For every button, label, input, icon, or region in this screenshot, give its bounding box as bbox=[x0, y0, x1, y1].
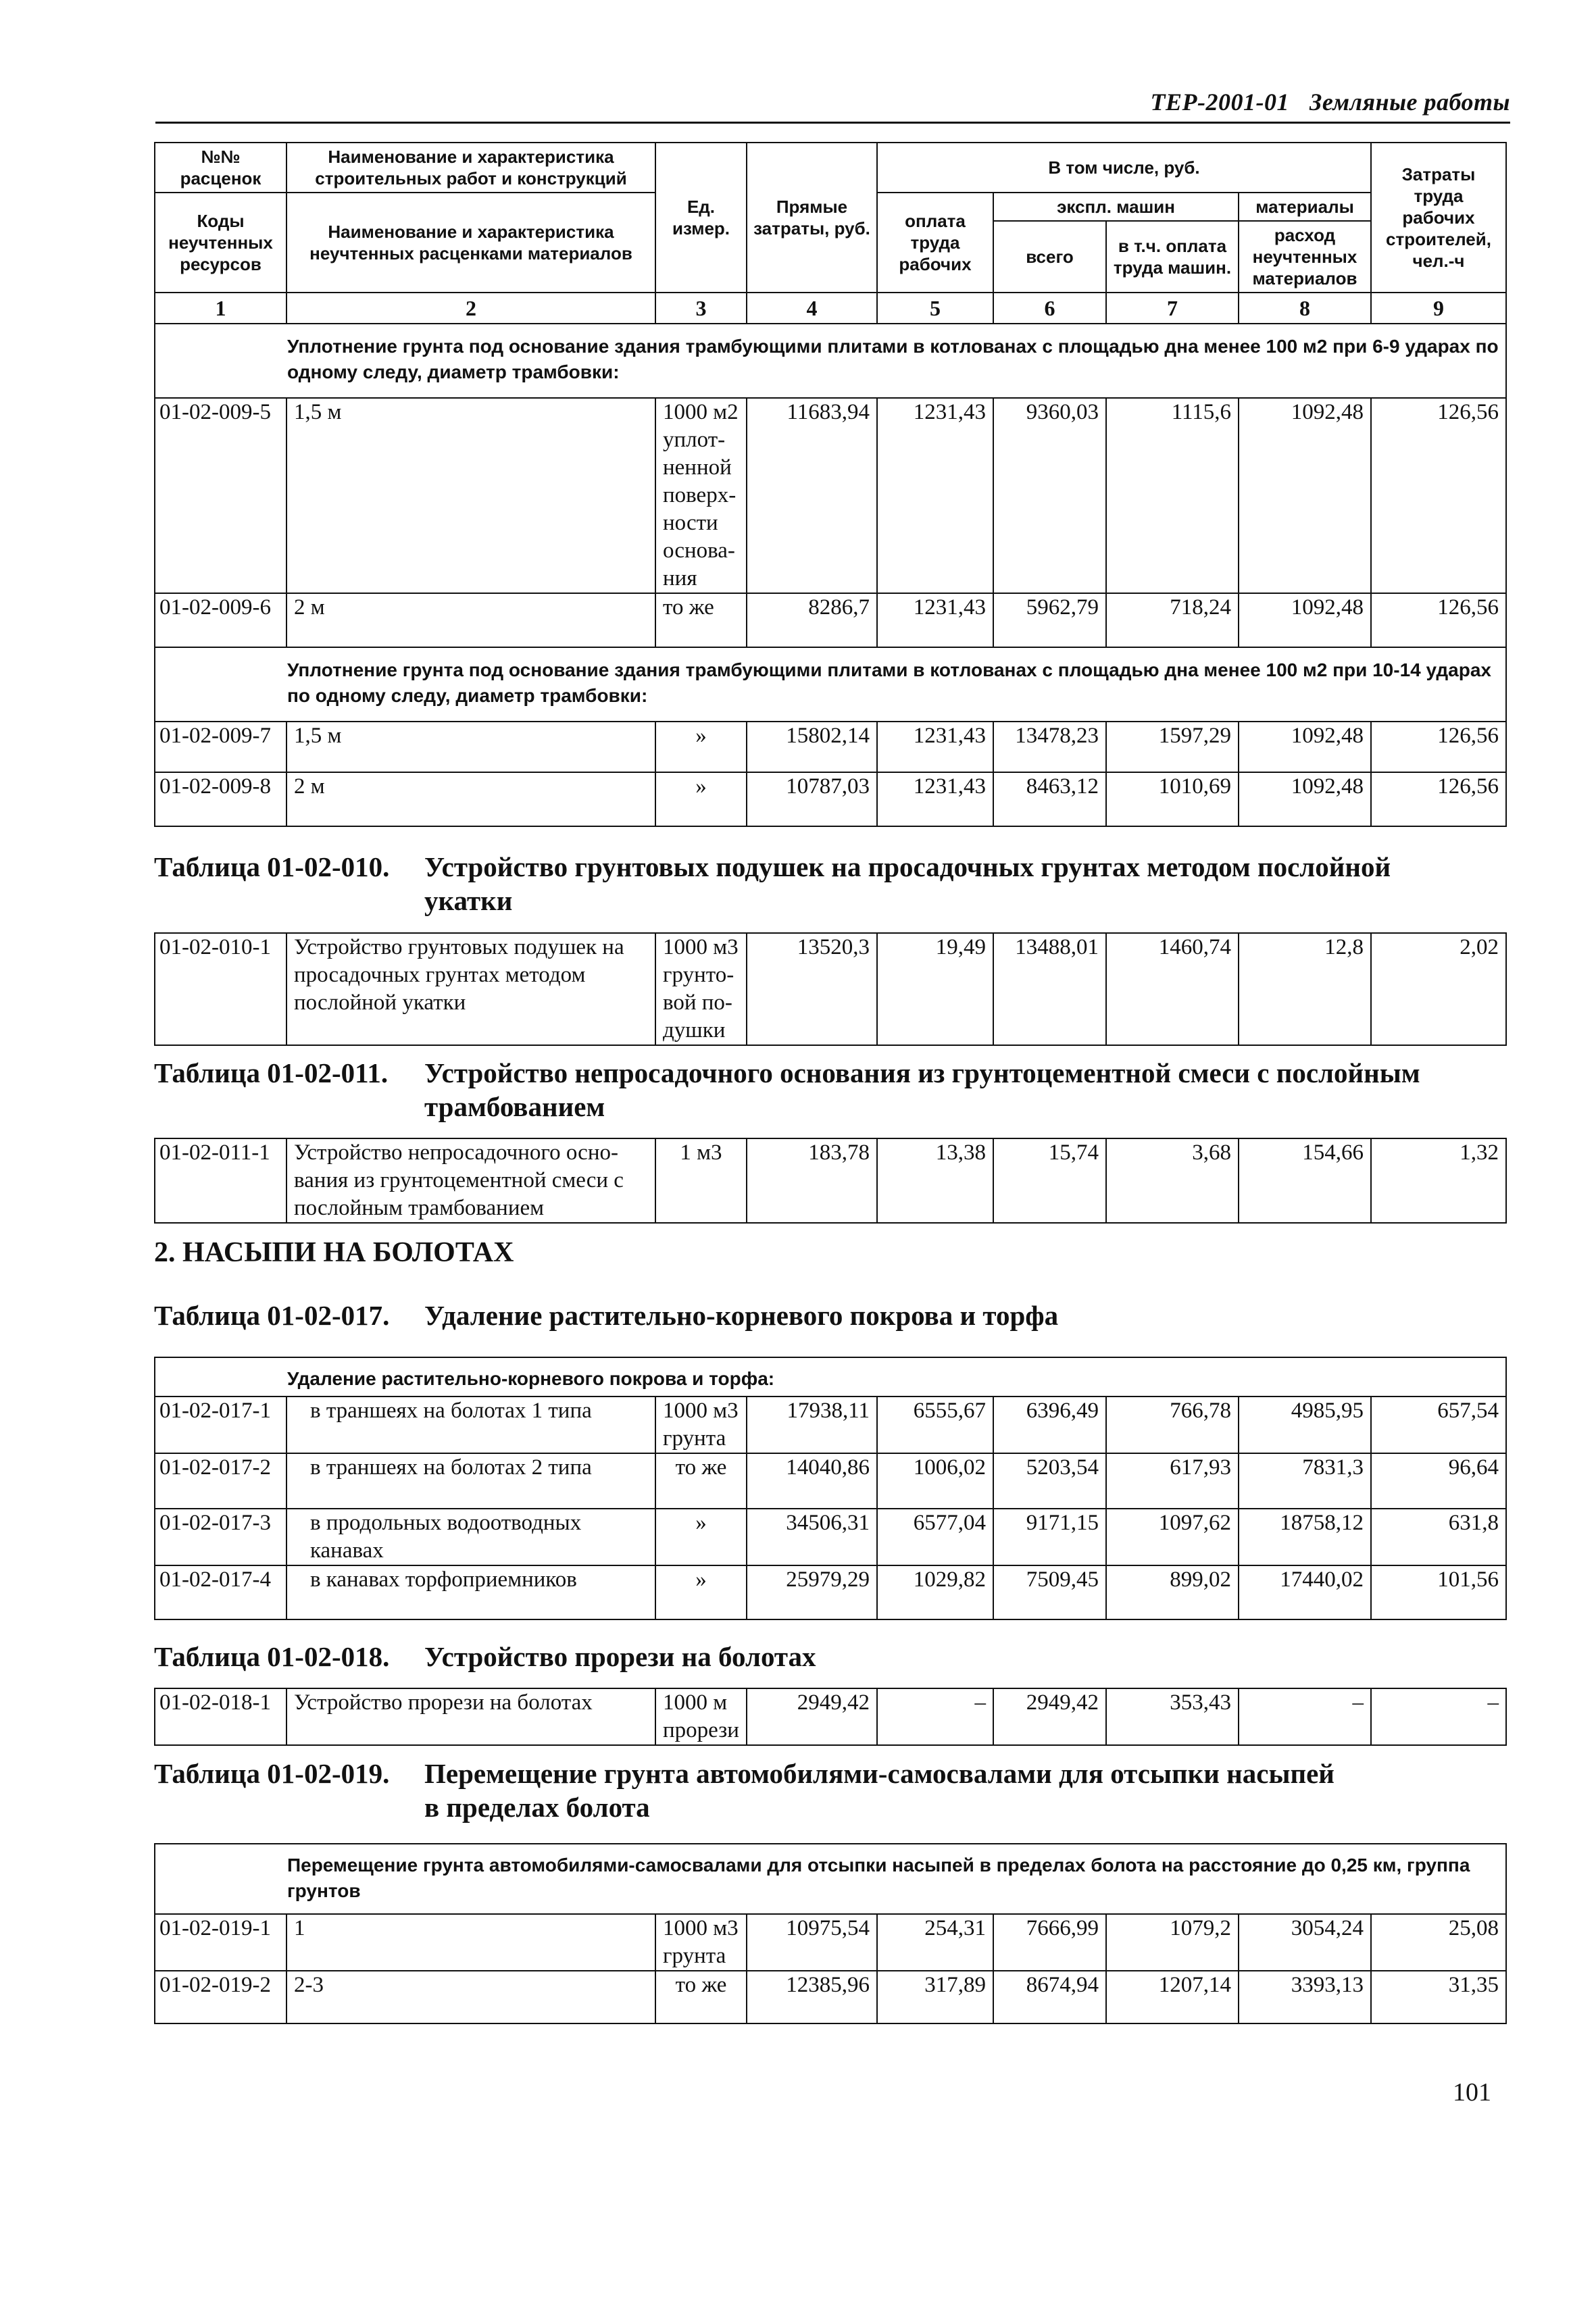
machine-labor-cell: 3,68 bbox=[1106, 1138, 1239, 1223]
unit-cell: 1000 м2 уплот-ненной поверх-ности основа-ния bbox=[655, 398, 747, 593]
header-direct-costs: Прямые затраты, руб. bbox=[747, 143, 877, 293]
work-name: 2-3 bbox=[286, 1971, 655, 2023]
work-name: в продольных водоотводных канавах bbox=[286, 1509, 655, 1565]
header-including: В том числе, руб. bbox=[877, 143, 1371, 193]
materials-cell: 154,66 bbox=[1239, 1138, 1371, 1223]
table-row bbox=[155, 1565, 1506, 1619]
unit-cell: » bbox=[655, 1509, 747, 1565]
materials-cell: 12,8 bbox=[1239, 933, 1371, 1045]
materials-cell: 7831,3 bbox=[1239, 1453, 1371, 1509]
labor-costs-cell: 25,08 bbox=[1371, 1914, 1506, 1971]
labor-pay-cell: 317,89 bbox=[877, 1971, 993, 2023]
machines-cell: 6396,49 bbox=[993, 1397, 1106, 1453]
rate-code: 01-02-009-8 bbox=[155, 772, 286, 826]
table-010 bbox=[154, 932, 1507, 1046]
materials-cell: 3393,13 bbox=[1239, 1971, 1371, 2023]
materials-cell: 18758,12 bbox=[1239, 1509, 1371, 1565]
rate-code: 01-02-017-1 bbox=[155, 1397, 286, 1453]
header-codes-bottom: Коды неучтенных ресурсов bbox=[155, 193, 286, 293]
table-title-line2: укатки bbox=[424, 885, 513, 916]
direct-cost-cell: 17938,11 bbox=[747, 1397, 877, 1453]
table-row bbox=[155, 398, 1506, 593]
labor-pay-cell: 1231,43 bbox=[877, 722, 993, 772]
column-number: 7 bbox=[1106, 293, 1239, 324]
work-name: Устройство непросадочного осно-вания из грунтоцементной смеси с послойным трамбованием bbox=[286, 1138, 655, 1223]
table-caption-010 bbox=[154, 850, 1512, 917]
table-title-line2: трамбованием bbox=[424, 1091, 605, 1122]
table-row bbox=[155, 1509, 1506, 1565]
work-name: в канавах торфоприемников bbox=[286, 1565, 655, 1619]
labor-costs-cell: 126,56 bbox=[1371, 398, 1506, 593]
column-number: 9 bbox=[1371, 293, 1506, 324]
section-heading: 2. НАСЫПИ НА БОЛОТАХ bbox=[154, 1237, 514, 1268]
labor-costs-cell: 1,32 bbox=[1371, 1138, 1506, 1223]
unit-cell: 1000 м3 грунта bbox=[655, 1914, 747, 1971]
labor-costs-cell: 96,64 bbox=[1371, 1453, 1506, 1509]
machines-cell: 13478,23 bbox=[993, 722, 1106, 772]
materials-cell: 1092,48 bbox=[1239, 398, 1371, 593]
rate-code: 01-02-019-2 bbox=[155, 1971, 286, 2023]
header-labor-costs: Затраты труда рабочих строителей, чел.-ч bbox=[1371, 143, 1506, 293]
rate-code: 01-02-018-1 bbox=[155, 1688, 286, 1745]
group-heading: Удаление растительно-корневого покрова и торфа: bbox=[155, 1357, 1506, 1397]
rate-code: 01-02-009-5 bbox=[155, 398, 286, 593]
column-number: 1 bbox=[155, 293, 286, 324]
column-number: 8 bbox=[1239, 293, 1371, 324]
rate-code: 01-02-017-2 bbox=[155, 1453, 286, 1509]
unit-cell: » bbox=[655, 772, 747, 826]
rate-code: 01-02-010-1 bbox=[155, 933, 286, 1045]
table-caption-017 bbox=[154, 1299, 1512, 1332]
table-caption-019 bbox=[154, 1757, 1512, 1824]
machine-labor-cell: 1010,69 bbox=[1106, 772, 1239, 826]
machines-cell: 13488,01 bbox=[993, 933, 1106, 1045]
direct-cost-cell: 14040,86 bbox=[747, 1453, 877, 1509]
table-017 bbox=[154, 1357, 1507, 1620]
header-name-top: Наименование и характеристика строительных работ и конструкций bbox=[286, 143, 655, 193]
direct-cost-cell: 10787,03 bbox=[747, 772, 877, 826]
unit-cell: » bbox=[655, 1565, 747, 1619]
machine-labor-cell: 1079,2 bbox=[1106, 1914, 1239, 1971]
direct-cost-cell: 2949,42 bbox=[747, 1688, 877, 1745]
table-row bbox=[155, 772, 1506, 826]
work-name: Устройство прорези на болотах bbox=[286, 1688, 655, 1745]
labor-costs-cell: 126,56 bbox=[1371, 593, 1506, 647]
page-number: 101 bbox=[1453, 2078, 1491, 2107]
header-machines-total: всего bbox=[993, 221, 1106, 293]
table-row bbox=[155, 722, 1506, 772]
unit-cell: 1000 м3 грунта bbox=[655, 1397, 747, 1453]
labor-pay-cell: 1231,43 bbox=[877, 398, 993, 593]
table-row bbox=[155, 593, 1506, 647]
header-machine-labor: в т.ч. оплата труда машин. bbox=[1106, 221, 1239, 293]
unit-cell: » bbox=[655, 722, 747, 772]
labor-pay-cell: 1231,43 bbox=[877, 593, 993, 647]
header-materials: материалы bbox=[1239, 193, 1371, 221]
unit-cell: 1 м3 bbox=[655, 1138, 747, 1223]
materials-cell: 17440,02 bbox=[1239, 1565, 1371, 1619]
header-labor-pay: оплата труда рабочих bbox=[877, 193, 993, 293]
table-row bbox=[155, 1453, 1506, 1509]
work-name: 1,5 м bbox=[286, 722, 655, 772]
group-heading: Уплотнение грунта под основание здания трамбующими плитами в котлованах с площадью дна менее 100 м2 при 6-9 ударах по одному следу, диаметр трамбовки: bbox=[155, 324, 1506, 398]
table-title-line1: Удаление растительно-корневого покрова и торфа bbox=[424, 1300, 1059, 1331]
table-row bbox=[155, 1914, 1506, 1971]
direct-cost-cell: 8286,7 bbox=[747, 593, 877, 647]
labor-costs-cell: 2,02 bbox=[1371, 933, 1506, 1045]
machine-labor-cell: 718,24 bbox=[1106, 593, 1239, 647]
labor-costs-cell: 126,56 bbox=[1371, 772, 1506, 826]
column-number: 2 bbox=[286, 293, 655, 324]
rate-code: 01-02-009-6 bbox=[155, 593, 286, 647]
labor-pay-cell: – bbox=[877, 1688, 993, 1745]
work-name: 1 bbox=[286, 1914, 655, 1971]
rate-code: 01-02-009-7 bbox=[155, 722, 286, 772]
labor-pay-cell: 1231,43 bbox=[877, 772, 993, 826]
machines-cell: 5962,79 bbox=[993, 593, 1106, 647]
machine-labor-cell: 353,43 bbox=[1106, 1688, 1239, 1745]
direct-cost-cell: 13520,3 bbox=[747, 933, 877, 1045]
materials-cell: 3054,24 bbox=[1239, 1914, 1371, 1971]
direct-cost-cell: 11683,94 bbox=[747, 398, 877, 593]
table-label: Таблица 01-02-018. bbox=[154, 1641, 390, 1672]
machine-labor-cell: 1115,6 bbox=[1106, 398, 1239, 593]
work-name: 1,5 м bbox=[286, 398, 655, 593]
header-name-bottom: Наименование и характеристика неучтенных расценками материалов bbox=[286, 193, 655, 293]
table-label: Таблица 01-02-010. bbox=[154, 851, 390, 882]
table-row bbox=[155, 933, 1506, 1045]
table-title-line1: Устройство прорези на болотах bbox=[424, 1641, 816, 1672]
table-row bbox=[155, 1688, 1506, 1745]
header-unaccounted: расход неучтенных материалов bbox=[1239, 221, 1371, 293]
materials-cell: – bbox=[1239, 1688, 1371, 1745]
work-name: в траншеях на болотах 1 типа bbox=[286, 1397, 655, 1453]
materials-cell: 1092,48 bbox=[1239, 593, 1371, 647]
labor-costs-cell: 631,8 bbox=[1371, 1509, 1506, 1565]
machines-cell: 5203,54 bbox=[993, 1453, 1106, 1509]
machines-cell: 2949,42 bbox=[993, 1688, 1106, 1745]
unit-cell: 1000 м прорези bbox=[655, 1688, 747, 1745]
column-number: 6 bbox=[993, 293, 1106, 324]
machine-labor-cell: 1597,29 bbox=[1106, 722, 1239, 772]
work-name: 2 м bbox=[286, 772, 655, 826]
rate-code: 01-02-011-1 bbox=[155, 1138, 286, 1223]
group-heading: Уплотнение грунта под основание здания трамбующими плитами в котлованах с площадью дна менее 100 м2 при 10-14 ударах по одному следу, диаметр трамбовки: bbox=[155, 647, 1506, 722]
materials-cell: 1092,48 bbox=[1239, 722, 1371, 772]
machine-labor-cell: 1207,14 bbox=[1106, 1971, 1239, 2023]
direct-cost-cell: 34506,31 bbox=[747, 1509, 877, 1565]
running-header bbox=[155, 88, 1510, 124]
main-price-table bbox=[154, 142, 1507, 827]
labor-costs-cell: 31,35 bbox=[1371, 1971, 1506, 2023]
labor-pay-cell: 1006,02 bbox=[877, 1453, 993, 1509]
machines-cell: 7509,45 bbox=[993, 1565, 1106, 1619]
unit-cell: то же bbox=[655, 1453, 747, 1509]
document-code: ТЕР-2001-01 bbox=[1150, 89, 1289, 116]
header-codes-top: №№ расценок bbox=[155, 143, 286, 193]
group-heading: Перемещение грунта автомобилями-самосвалами для отсыпки насыпей в пределах болота на расстояние до 0,25 км, группа грунтов bbox=[155, 1844, 1506, 1914]
column-number: 4 bbox=[747, 293, 877, 324]
table-018 bbox=[154, 1688, 1507, 1746]
direct-cost-cell: 15802,14 bbox=[747, 722, 877, 772]
direct-cost-cell: 183,78 bbox=[747, 1138, 877, 1223]
section-title: Земляные работы bbox=[1310, 89, 1510, 116]
header-machines: экспл. машин bbox=[993, 193, 1239, 221]
labor-pay-cell: 13,38 bbox=[877, 1138, 993, 1223]
machine-labor-cell: 899,02 bbox=[1106, 1565, 1239, 1619]
unit-cell: то же bbox=[655, 1971, 747, 2023]
labor-pay-cell: 6577,04 bbox=[877, 1509, 993, 1565]
labor-costs-cell: 657,54 bbox=[1371, 1397, 1506, 1453]
table-caption-018 bbox=[154, 1640, 1512, 1674]
materials-cell: 4985,95 bbox=[1239, 1397, 1371, 1453]
labor-costs-cell: – bbox=[1371, 1688, 1506, 1745]
header-unit: Ед. измер. bbox=[655, 143, 747, 293]
table-caption-011 bbox=[154, 1056, 1512, 1124]
rate-code: 01-02-017-3 bbox=[155, 1509, 286, 1565]
machines-cell: 8463,12 bbox=[993, 772, 1106, 826]
table-label: Таблица 01-02-017. bbox=[154, 1300, 390, 1331]
table-title-line1: Устройство непросадочного основания из грунтоцементной смеси с послойным bbox=[424, 1057, 1420, 1088]
rate-code: 01-02-017-4 bbox=[155, 1565, 286, 1619]
machine-labor-cell: 1097,62 bbox=[1106, 1509, 1239, 1565]
table-label: Таблица 01-02-019. bbox=[154, 1758, 390, 1789]
labor-pay-cell: 6555,67 bbox=[877, 1397, 993, 1453]
machines-cell: 8674,94 bbox=[993, 1971, 1106, 2023]
work-name: в траншеях на болотах 2 типа bbox=[286, 1453, 655, 1509]
direct-cost-cell: 25979,29 bbox=[747, 1565, 877, 1619]
table-row bbox=[155, 1397, 1506, 1453]
unit-cell: то же bbox=[655, 593, 747, 647]
machines-cell: 9171,15 bbox=[993, 1509, 1106, 1565]
machines-cell: 7666,99 bbox=[993, 1914, 1106, 1971]
unit-cell: 1000 м3 грунто-вой по-душки bbox=[655, 933, 747, 1045]
rate-code: 01-02-019-1 bbox=[155, 1914, 286, 1971]
table-row bbox=[155, 1138, 1506, 1223]
direct-cost-cell: 10975,54 bbox=[747, 1914, 877, 1971]
direct-cost-cell: 12385,96 bbox=[747, 1971, 877, 2023]
table-title-line2: в пределах болота bbox=[424, 1792, 650, 1823]
machine-labor-cell: 617,93 bbox=[1106, 1453, 1239, 1509]
work-name: Устройство грунтовых подушек на просадочных грунтах методом послойной укатки bbox=[286, 933, 655, 1045]
labor-costs-cell: 101,56 bbox=[1371, 1565, 1506, 1619]
machines-cell: 9360,03 bbox=[993, 398, 1106, 593]
work-name: 2 м bbox=[286, 593, 655, 647]
table-title-line1: Устройство грунтовых подушек на просадочных грунтах методом послойной bbox=[424, 851, 1391, 882]
column-number: 3 bbox=[655, 293, 747, 324]
labor-pay-cell: 19,49 bbox=[877, 933, 993, 1045]
column-number: 5 bbox=[877, 293, 993, 324]
table-019 bbox=[154, 1843, 1507, 2024]
machines-cell: 15,74 bbox=[993, 1138, 1106, 1223]
table-011 bbox=[154, 1138, 1507, 1224]
table-row bbox=[155, 1971, 1506, 2023]
labor-pay-cell: 1029,82 bbox=[877, 1565, 993, 1619]
table-label: Таблица 01-02-011. bbox=[154, 1057, 389, 1088]
machine-labor-cell: 1460,74 bbox=[1106, 933, 1239, 1045]
materials-cell: 1092,48 bbox=[1239, 772, 1371, 826]
table-title-line1: Перемещение грунта автомобилями-самосвалами для отсыпки насыпей bbox=[424, 1758, 1335, 1789]
machine-labor-cell: 766,78 bbox=[1106, 1397, 1239, 1453]
labor-pay-cell: 254,31 bbox=[877, 1914, 993, 1971]
labor-costs-cell: 126,56 bbox=[1371, 722, 1506, 772]
